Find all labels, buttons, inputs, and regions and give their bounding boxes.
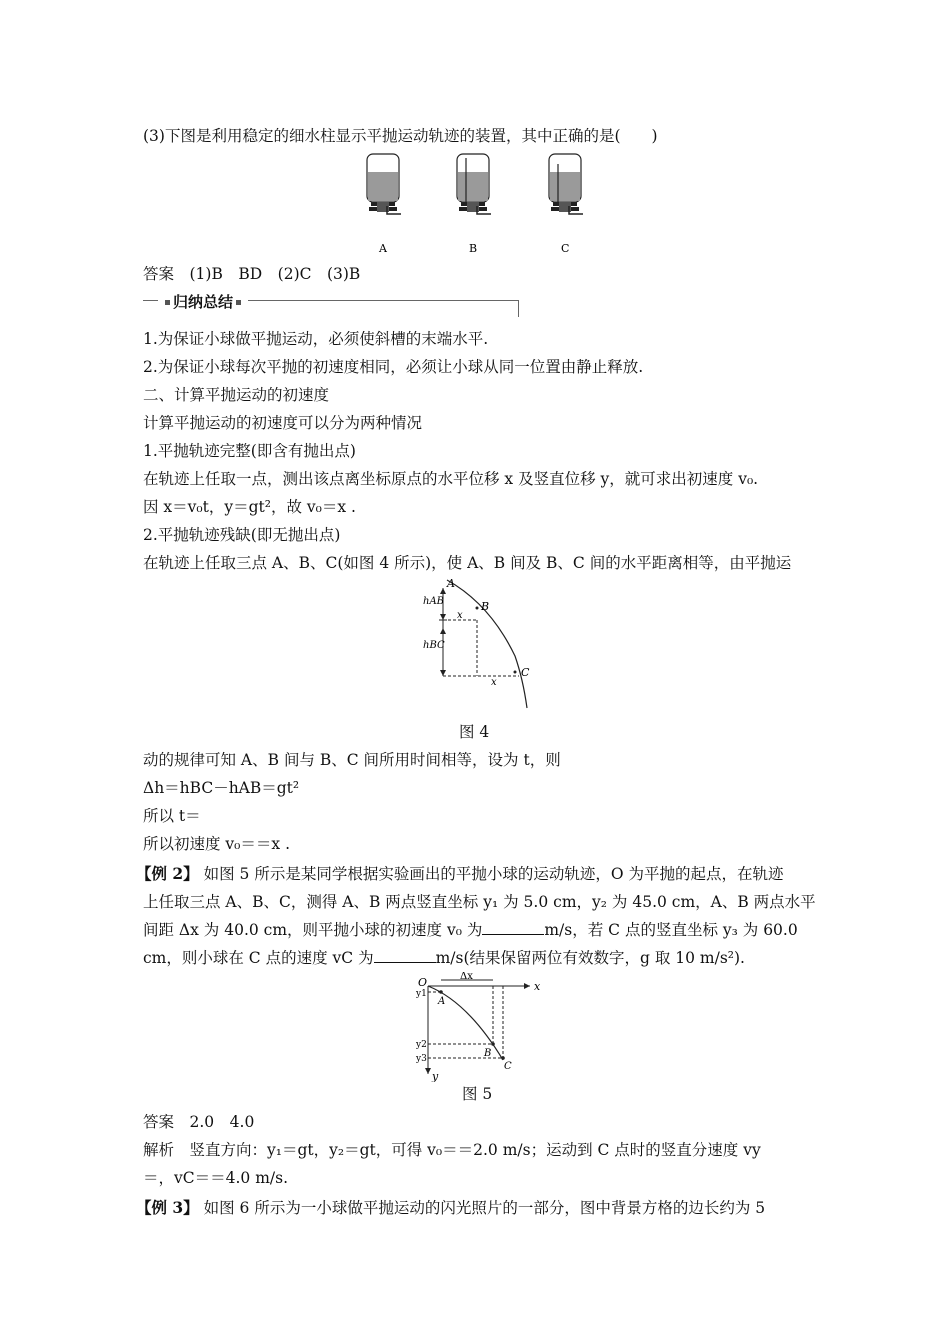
bottle-devices-figure (355, 150, 605, 258)
analysis-line-1: 解析 竖直方向：y₁＝gt，y₂＝gt，可得 v₀＝＝2.0 m/s；运动到 C 点时的竖直分速度 vy (143, 1141, 761, 1159)
question-3: (3)下图是利用稳定的细水柱显示平抛运动轨迹的装置，其中正确的是( ) (143, 127, 658, 145)
fig5-label-y3: y3 (416, 1054, 427, 1064)
bottle-device-b (457, 154, 491, 214)
example-3-line-1: 【例 3】 如图 6 所示为一小球做平抛运动的闪光照片的一部分，图中背景方格的边长约为 5 (136, 1198, 766, 1217)
example-2-line-2: 上任取三点 A、B、C，测得 A、B 两点竖直坐标 y₁ 为 5.0 cm，y₂ 为 45.0 cm，A、B 两点水平 (143, 893, 816, 911)
device-a-label: A (379, 242, 387, 255)
fig5-label-x: x (534, 980, 541, 993)
answer-blank-1[interactable] (482, 922, 544, 935)
figure-4 (415, 574, 545, 714)
answer-2: 答案 2.0 4.0 (143, 1113, 255, 1131)
fig4-label-b: B (481, 600, 490, 613)
summary-point-1: 1.为保证小球做平抛运动，必须使斜槽的末端水平. (143, 330, 489, 348)
fig5-label-c: C (504, 1061, 512, 1072)
case-1-formula: 因 x＝v₀t，y＝gt²，故 v₀＝x . (143, 498, 356, 516)
fig5-label-y1: y1 (416, 989, 427, 999)
example-2-line-1: 【例 2】 如图 5 所示是某同学根据实验画出的平抛小球的运动轨迹，O 为平抛的起点，在轨迹 (136, 864, 784, 883)
example-2-line-4: cm，则小球在 C 点的速度 vC 为 m/s(结果保留两位有效数字，g 取 10 m/s²). (143, 949, 745, 967)
fig5-label-y: y (432, 1070, 439, 1082)
fig4-label-x2: x (491, 677, 497, 688)
example-3-tag: 【例 3】 (136, 1198, 199, 1217)
example-2-line-3: 间距 Δx 为 40.0 cm，则平抛小球的初速度 v₀ 为 m/s，若 C 点的竖直坐标 y₃ 为 60.0 (143, 921, 798, 939)
fig4-label-c: C (521, 666, 530, 679)
section-2-heading: 二、计算平抛运动的初速度 (143, 386, 330, 404)
derivation-line-3: 所以 t＝ (143, 807, 201, 825)
square-icon (165, 300, 170, 305)
device-b-label: B (469, 242, 478, 255)
analysis-line-2: ＝，vC＝＝4.0 m/s. (143, 1169, 288, 1187)
fig4-label-hbc: hBC (423, 640, 445, 651)
fig5-label-y2: y2 (416, 1040, 427, 1050)
derivation-line-4: 所以初速度 v₀＝＝x . (143, 835, 290, 853)
fig4-label-hab: hAB (423, 596, 445, 607)
summary-title: 归纳总结 (158, 291, 248, 312)
square-icon (236, 300, 241, 305)
fig5-label-a: A (438, 996, 446, 1007)
case-1-title: 1.平抛轨迹完整(即含有抛出点) (143, 442, 356, 460)
figure-5-caption: 图 5 (462, 1085, 493, 1103)
answer-blank-2[interactable] (374, 950, 436, 963)
bottle-device-a (367, 154, 401, 214)
summary-point-2: 2.为保证小球每次平抛的初速度相同，必须让小球从同一位置由静止释放. (143, 358, 644, 376)
derivation-line-1: 动的规律可知 A、B 间与 B、C 间所用时间相等，设为 t，则 (143, 751, 561, 769)
device-c-label: C (561, 242, 570, 255)
fig5-label-o: O (418, 976, 428, 989)
fig4-label-x1: x (457, 610, 463, 621)
derivation-line-2: Δh＝hBC－hAB＝gt² (143, 779, 300, 797)
figure-5 (398, 972, 548, 1082)
fig5-label-b: B (484, 1048, 492, 1059)
section-2-intro: 计算平抛运动的初速度可以分为两种情况 (143, 414, 423, 432)
answer-1: 答案 (1)B BD (2)C (3)B (143, 265, 361, 283)
case-2-title: 2.平抛轨迹残缺(即无抛出点) (143, 526, 341, 544)
figure-4-caption: 图 4 (459, 723, 490, 741)
fig4-label-a: A (447, 577, 455, 590)
case-2-text: 在轨迹上任取三点 A、B、C(如图 4 所示)，使 A、B 间及 B、C 间的水平距离相等，由平抛运 (143, 554, 792, 572)
example-2-tag: 【例 2】 (136, 864, 199, 883)
case-1-text: 在轨迹上任取一点，测出该点离坐标原点的水平位移 x 及竖直位移 y，就可求出初速度 v₀. (143, 470, 759, 488)
bottle-device-c (549, 154, 583, 214)
fig5-label-dx: Δx (460, 972, 473, 982)
